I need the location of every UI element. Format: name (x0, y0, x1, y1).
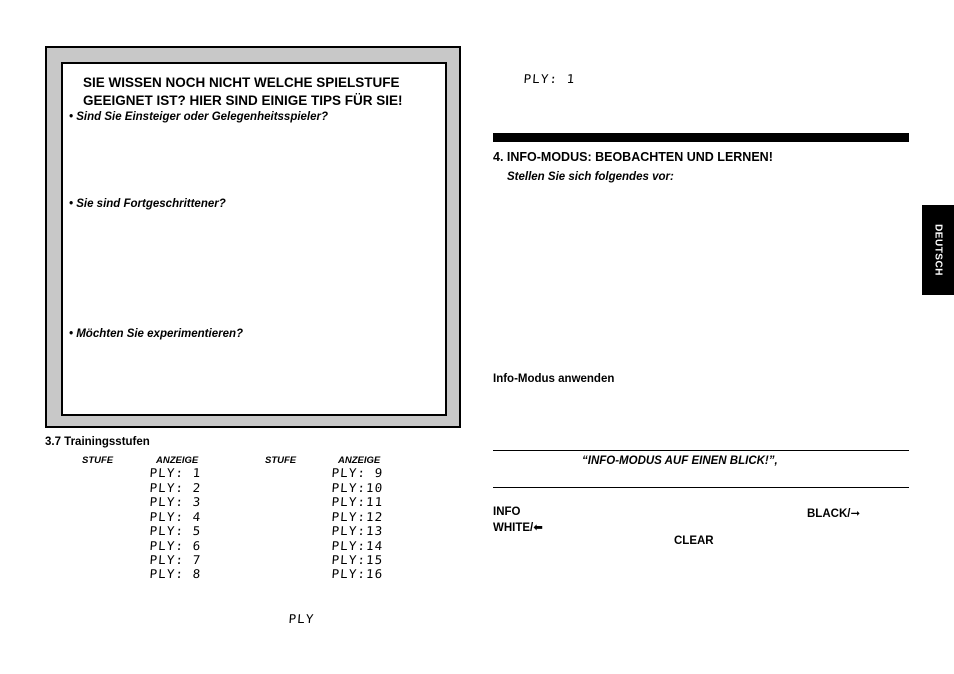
display-right-14: PLY:14 (330, 539, 384, 553)
key-black-label: BLACK/ (807, 508, 851, 520)
col-stufe-left: STUFE (82, 455, 114, 466)
display-top: PLY: 1 (522, 72, 576, 86)
key-white (493, 520, 543, 534)
display-right-15: PLY:15 (330, 553, 384, 567)
training-heading: 3.7 Trainingsstufen (45, 436, 150, 448)
key-black (807, 506, 860, 520)
section-bar (493, 133, 909, 142)
tip-box-title: SIE WISSEN NOCH NICHT WELCHE SPIELSTUFE GEEIGNET IST? HIER SIND EINIGE TIPS FÜR SIE! (83, 75, 403, 108)
display-left-8: PLY: 8 (148, 567, 202, 581)
language-tab (922, 205, 954, 295)
arrow-left-icon: ⬅ (533, 522, 543, 534)
display-right-9: PLY: 9 (330, 466, 384, 480)
display-left-2: PLY: 2 (148, 481, 202, 495)
display-left-4: PLY: 4 (148, 510, 202, 524)
display-right-13: PLY:13 (330, 524, 384, 538)
key-clear: CLEAR (674, 535, 714, 547)
info-subheading: Info-Modus anwenden (493, 373, 615, 385)
display-left-7: PLY: 7 (148, 553, 202, 567)
tip-question-advanced: • Sie sind Fortgeschrittener? (69, 198, 226, 210)
display-right-10: PLY:10 (330, 481, 384, 495)
info-intro: Stellen Sie sich folgendes vor: (507, 171, 674, 183)
arrow-right-icon: ➞ (850, 508, 861, 520)
rule-top (493, 450, 909, 451)
display-right-16: PLY:16 (330, 567, 384, 581)
key-white-label: WHITE/ (493, 522, 534, 534)
display-left-3: PLY: 3 (148, 495, 202, 509)
info-heading: 4. INFO-MODUS: BEOBACHTEN UND LERNEN! (493, 150, 773, 164)
col-anzeige-left: ANZEIGE (156, 455, 199, 466)
display-right-11: PLY:11 (330, 495, 384, 509)
info-glance: “INFO-MODUS AUF EINEN BLICK!”, (582, 455, 778, 467)
tip-box (45, 46, 461, 428)
display-right-12: PLY:12 (330, 510, 384, 524)
col-anzeige-right: ANZEIGE (338, 455, 381, 466)
display-left-6: PLY: 6 (148, 539, 202, 553)
display-left-5: PLY: 5 (148, 524, 202, 538)
key-info: INFO (493, 506, 521, 518)
language-tab-label: DEUTSCH (932, 224, 944, 276)
display-left-1: PLY: 1 (148, 466, 202, 480)
tip-box-inner (61, 62, 447, 416)
tip-question-experiment: • Möchten Sie experimentieren? (69, 328, 244, 340)
tip-question-beginner: • Sind Sie Einsteiger oder Gelegenheitsspieler? (69, 111, 329, 123)
display-ply-bottom: PLY (287, 612, 315, 626)
col-stufe-right: STUFE (265, 455, 297, 466)
rule-bottom (493, 487, 909, 488)
